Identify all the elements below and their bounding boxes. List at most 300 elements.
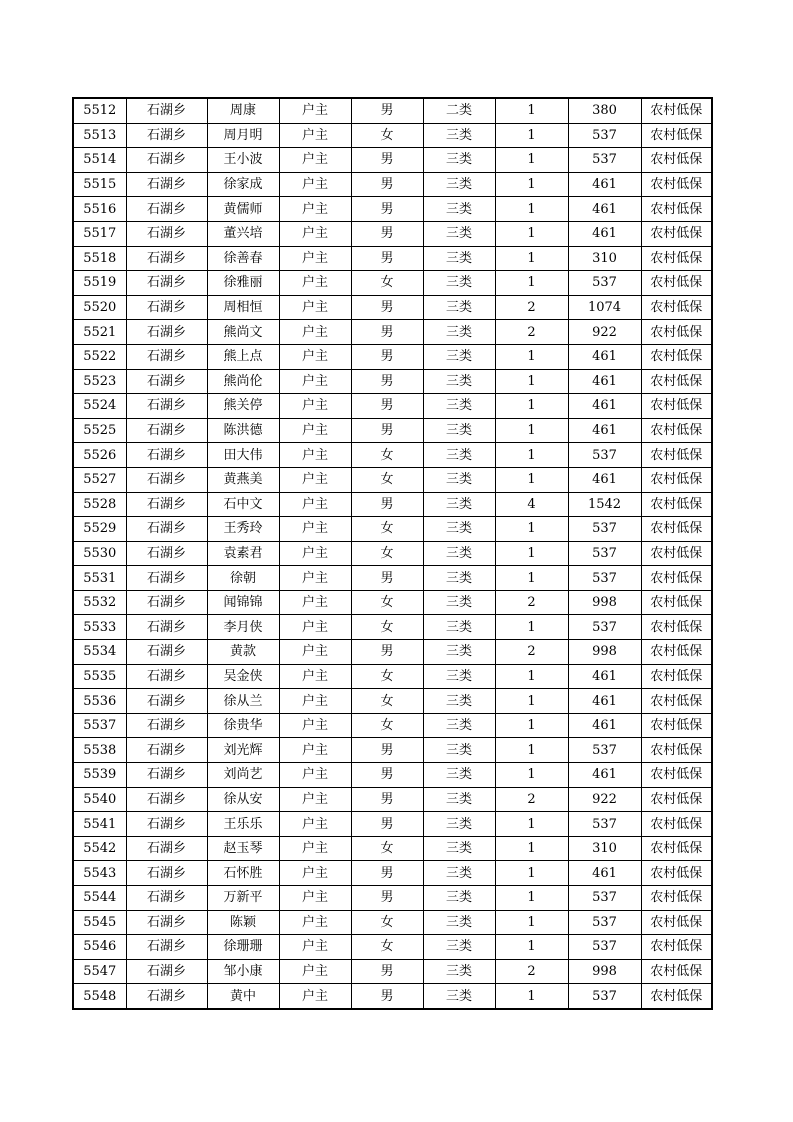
gender-cell: 男 [351,344,423,369]
gender-cell: 男 [351,738,423,763]
name-cell: 闻锦锦 [207,590,279,615]
category-cell: 三类 [423,517,495,542]
table-row [73,123,712,148]
gender-cell: 男 [351,763,423,788]
serial-number-cell: 5513 [73,123,126,148]
gender-cell: 男 [351,394,423,419]
township-cell: 石湖乡 [126,615,207,640]
township-cell: 石湖乡 [126,640,207,665]
household-size-cell: 1 [495,517,568,542]
amount-cell: 537 [568,148,641,173]
gender-cell: 男 [351,886,423,911]
household-size-cell: 2 [495,320,568,345]
serial-number-cell: 5543 [73,861,126,886]
amount-cell: 461 [568,172,641,197]
township-cell: 石湖乡 [126,738,207,763]
township-cell: 石湖乡 [126,517,207,542]
serial-number-cell: 5534 [73,640,126,665]
serial-number-cell: 5539 [73,763,126,788]
name-cell: 石中文 [207,492,279,517]
serial-number-cell: 5514 [73,148,126,173]
table-row [73,664,712,689]
table-row [73,910,712,935]
township-cell: 石湖乡 [126,123,207,148]
township-cell: 石湖乡 [126,787,207,812]
name-cell: 黄儒师 [207,197,279,222]
table-row [73,492,712,517]
amount-cell: 922 [568,787,641,812]
relation-cell: 户主 [279,566,351,591]
category-cell: 三类 [423,172,495,197]
gender-cell: 女 [351,467,423,492]
amount-cell: 537 [568,984,641,1009]
table-row [73,787,712,812]
serial-number-cell: 5538 [73,738,126,763]
amount-cell: 998 [568,640,641,665]
serial-number-cell: 5531 [73,566,126,591]
household-size-cell: 1 [495,763,568,788]
category-cell: 三类 [423,394,495,419]
serial-number-cell: 5515 [73,172,126,197]
gender-cell: 男 [351,566,423,591]
category-cell: 三类 [423,271,495,296]
program-cell: 农村低保 [641,197,712,222]
township-cell: 石湖乡 [126,394,207,419]
relation-cell: 户主 [279,713,351,738]
township-cell: 石湖乡 [126,541,207,566]
township-cell: 石湖乡 [126,886,207,911]
amount-cell: 537 [568,615,641,640]
household-size-cell: 1 [495,541,568,566]
gender-cell: 男 [351,221,423,246]
relation-cell: 户主 [279,172,351,197]
name-cell: 徐贵华 [207,713,279,738]
table-row [73,197,712,222]
relation-cell: 户主 [279,910,351,935]
table-row [73,959,712,984]
program-cell: 农村低保 [641,467,712,492]
amount-cell: 537 [568,517,641,542]
category-cell: 三类 [423,787,495,812]
serial-number-cell: 5528 [73,492,126,517]
township-cell: 石湖乡 [126,935,207,960]
category-cell: 三类 [423,615,495,640]
township-cell: 石湖乡 [126,467,207,492]
gender-cell: 男 [351,172,423,197]
category-cell: 三类 [423,197,495,222]
serial-number-cell: 5521 [73,320,126,345]
name-cell: 万新平 [207,886,279,911]
table-body [73,98,712,1009]
relation-cell: 户主 [279,492,351,517]
gender-cell: 男 [351,246,423,271]
relation-cell: 户主 [279,689,351,714]
amount-cell: 537 [568,738,641,763]
program-cell: 农村低保 [641,713,712,738]
gender-cell: 男 [351,640,423,665]
relation-cell: 户主 [279,197,351,222]
serial-number-cell: 5520 [73,295,126,320]
table-row [73,271,712,296]
amount-cell: 537 [568,935,641,960]
category-cell: 三类 [423,369,495,394]
name-cell: 熊上点 [207,344,279,369]
amount-cell: 537 [568,812,641,837]
program-cell: 农村低保 [641,984,712,1009]
program-cell: 农村低保 [641,935,712,960]
table-row [73,418,712,443]
category-cell: 三类 [423,664,495,689]
name-cell: 王乐乐 [207,812,279,837]
program-cell: 农村低保 [641,689,712,714]
household-size-cell: 1 [495,221,568,246]
household-size-cell: 1 [495,369,568,394]
household-size-cell: 1 [495,467,568,492]
name-cell: 吴金侠 [207,664,279,689]
relation-cell: 户主 [279,418,351,443]
category-cell: 三类 [423,443,495,468]
program-cell: 农村低保 [641,320,712,345]
household-size-cell: 2 [495,590,568,615]
gender-cell: 女 [351,664,423,689]
gender-cell: 男 [351,787,423,812]
relation-cell: 户主 [279,541,351,566]
program-cell: 农村低保 [641,148,712,173]
table-row [73,246,712,271]
program-cell: 农村低保 [641,246,712,271]
serial-number-cell: 5517 [73,221,126,246]
category-cell: 三类 [423,344,495,369]
household-size-cell: 1 [495,394,568,419]
gender-cell: 男 [351,812,423,837]
category-cell: 三类 [423,935,495,960]
category-cell: 三类 [423,713,495,738]
relation-cell: 户主 [279,615,351,640]
household-size-cell: 1 [495,738,568,763]
name-cell: 赵玉琴 [207,836,279,861]
township-cell: 石湖乡 [126,418,207,443]
gender-cell: 女 [351,541,423,566]
relation-cell: 户主 [279,664,351,689]
program-cell: 农村低保 [641,271,712,296]
gender-cell: 女 [351,443,423,468]
program-cell: 农村低保 [641,615,712,640]
household-size-cell: 1 [495,418,568,443]
program-cell: 农村低保 [641,590,712,615]
amount-cell: 537 [568,123,641,148]
name-cell: 徐雅丽 [207,271,279,296]
name-cell: 黄款 [207,640,279,665]
amount-cell: 461 [568,689,641,714]
relation-cell: 户主 [279,123,351,148]
program-cell: 农村低保 [641,517,712,542]
category-cell: 三类 [423,492,495,517]
amount-cell: 998 [568,959,641,984]
gender-cell: 男 [351,984,423,1009]
gender-cell: 女 [351,910,423,935]
relation-cell: 户主 [279,394,351,419]
township-cell: 石湖乡 [126,320,207,345]
table-row [73,763,712,788]
category-cell: 三类 [423,541,495,566]
gender-cell: 女 [351,590,423,615]
category-cell: 三类 [423,320,495,345]
relation-cell: 户主 [279,369,351,394]
name-cell: 王秀玲 [207,517,279,542]
program-cell: 农村低保 [641,664,712,689]
township-cell: 石湖乡 [126,836,207,861]
relation-cell: 户主 [279,861,351,886]
amount-cell: 537 [568,910,641,935]
name-cell: 徐朝 [207,566,279,591]
relation-cell: 户主 [279,787,351,812]
gender-cell: 男 [351,320,423,345]
category-cell: 三类 [423,886,495,911]
household-size-cell: 1 [495,836,568,861]
name-cell: 徐珊珊 [207,935,279,960]
category-cell: 三类 [423,418,495,443]
gender-cell: 男 [351,418,423,443]
category-cell: 三类 [423,590,495,615]
relation-cell: 户主 [279,812,351,837]
serial-number-cell: 5530 [73,541,126,566]
relation-cell: 户主 [279,763,351,788]
name-cell: 邹小康 [207,959,279,984]
category-cell: 三类 [423,836,495,861]
township-cell: 石湖乡 [126,861,207,886]
amount-cell: 922 [568,320,641,345]
table-row [73,615,712,640]
program-cell: 农村低保 [641,541,712,566]
program-cell: 农村低保 [641,812,712,837]
household-size-cell: 1 [495,566,568,591]
table-row [73,221,712,246]
household-size-cell: 1 [495,812,568,837]
township-cell: 石湖乡 [126,369,207,394]
table-row [73,640,712,665]
amount-cell: 310 [568,836,641,861]
serial-number-cell: 5537 [73,713,126,738]
household-size-cell: 1 [495,148,568,173]
gender-cell: 女 [351,517,423,542]
amount-cell: 461 [568,197,641,222]
name-cell: 熊尚伦 [207,369,279,394]
township-cell: 石湖乡 [126,492,207,517]
amount-cell: 1074 [568,295,641,320]
category-cell: 三类 [423,123,495,148]
category-cell: 三类 [423,984,495,1009]
township-cell: 石湖乡 [126,172,207,197]
name-cell: 熊尚文 [207,320,279,345]
township-cell: 石湖乡 [126,344,207,369]
township-cell: 石湖乡 [126,197,207,222]
category-cell: 二类 [423,98,495,123]
relation-cell: 户主 [279,344,351,369]
name-cell: 徐从安 [207,787,279,812]
table-row [73,443,712,468]
serial-number-cell: 5519 [73,271,126,296]
household-size-cell: 1 [495,689,568,714]
gender-cell: 女 [351,836,423,861]
program-cell: 农村低保 [641,910,712,935]
gender-cell: 男 [351,959,423,984]
program-cell: 农村低保 [641,221,712,246]
township-cell: 石湖乡 [126,763,207,788]
program-cell: 农村低保 [641,763,712,788]
amount-cell: 310 [568,246,641,271]
name-cell: 董兴培 [207,221,279,246]
table-row [73,886,712,911]
table-row [73,836,712,861]
category-cell: 三类 [423,566,495,591]
table-row [73,566,712,591]
township-cell: 石湖乡 [126,812,207,837]
township-cell: 石湖乡 [126,984,207,1009]
household-size-cell: 1 [495,344,568,369]
program-cell: 农村低保 [641,738,712,763]
table-row [73,98,712,123]
name-cell: 刘光辉 [207,738,279,763]
category-cell: 三类 [423,861,495,886]
household-size-cell: 1 [495,910,568,935]
serial-number-cell: 5540 [73,787,126,812]
amount-cell: 461 [568,664,641,689]
gender-cell: 男 [351,861,423,886]
serial-number-cell: 5529 [73,517,126,542]
amount-cell: 537 [568,886,641,911]
gender-cell: 女 [351,271,423,296]
household-size-cell: 1 [495,984,568,1009]
name-cell: 周相恒 [207,295,279,320]
name-cell: 陈颖 [207,910,279,935]
table-row [73,467,712,492]
name-cell: 袁素君 [207,541,279,566]
gender-cell: 女 [351,689,423,714]
gender-cell: 男 [351,492,423,517]
gender-cell: 男 [351,148,423,173]
gender-cell: 女 [351,935,423,960]
table-row [73,935,712,960]
table-row [73,295,712,320]
table-row [73,713,712,738]
township-cell: 石湖乡 [126,713,207,738]
program-cell: 农村低保 [641,123,712,148]
amount-cell: 461 [568,713,641,738]
relation-cell: 户主 [279,935,351,960]
relation-cell: 户主 [279,738,351,763]
township-cell: 石湖乡 [126,443,207,468]
table-row [73,738,712,763]
household-size-cell: 1 [495,886,568,911]
household-size-cell: 1 [495,197,568,222]
category-cell: 三类 [423,763,495,788]
category-cell: 三类 [423,910,495,935]
relation-cell: 户主 [279,246,351,271]
table-row [73,369,712,394]
amount-cell: 461 [568,221,641,246]
household-size-cell: 2 [495,787,568,812]
township-cell: 石湖乡 [126,148,207,173]
relation-cell: 户主 [279,467,351,492]
name-cell: 王小波 [207,148,279,173]
household-size-cell: 2 [495,959,568,984]
table-row [73,984,712,1009]
amount-cell: 537 [568,541,641,566]
name-cell: 周康 [207,98,279,123]
program-cell: 农村低保 [641,344,712,369]
table-row [73,812,712,837]
name-cell: 田大伟 [207,443,279,468]
table-row [73,590,712,615]
amount-cell: 380 [568,98,641,123]
household-size-cell: 1 [495,271,568,296]
township-cell: 石湖乡 [126,689,207,714]
gender-cell: 男 [351,295,423,320]
serial-number-cell: 5532 [73,590,126,615]
serial-number-cell: 5544 [73,886,126,911]
serial-number-cell: 5525 [73,418,126,443]
serial-number-cell: 5541 [73,812,126,837]
household-size-cell: 1 [495,443,568,468]
serial-number-cell: 5524 [73,394,126,419]
serial-number-cell: 5512 [73,98,126,123]
serial-number-cell: 5533 [73,615,126,640]
township-cell: 石湖乡 [126,98,207,123]
amount-cell: 461 [568,369,641,394]
category-cell: 三类 [423,738,495,763]
relation-cell: 户主 [279,221,351,246]
serial-number-cell: 5547 [73,959,126,984]
program-cell: 农村低保 [641,394,712,419]
household-size-cell: 1 [495,123,568,148]
program-cell: 农村低保 [641,640,712,665]
table-row [73,861,712,886]
table-row [73,320,712,345]
table-row [73,172,712,197]
program-cell: 农村低保 [641,886,712,911]
name-cell: 周月明 [207,123,279,148]
gender-cell: 女 [351,615,423,640]
township-cell: 石湖乡 [126,664,207,689]
household-size-cell: 2 [495,295,568,320]
name-cell: 石怀胜 [207,861,279,886]
relation-cell: 户主 [279,836,351,861]
gender-cell: 男 [351,197,423,222]
gender-cell: 女 [351,713,423,738]
amount-cell: 537 [568,443,641,468]
table-row [73,394,712,419]
household-size-cell: 1 [495,615,568,640]
program-cell: 农村低保 [641,295,712,320]
relation-cell: 户主 [279,640,351,665]
serial-number-cell: 5523 [73,369,126,394]
household-size-cell: 1 [495,713,568,738]
serial-number-cell: 5545 [73,910,126,935]
township-cell: 石湖乡 [126,246,207,271]
amount-cell: 461 [568,344,641,369]
household-size-cell: 1 [495,98,568,123]
category-cell: 三类 [423,148,495,173]
amount-cell: 461 [568,467,641,492]
table-row [73,541,712,566]
program-cell: 农村低保 [641,172,712,197]
household-size-cell: 1 [495,172,568,197]
relation-cell: 户主 [279,886,351,911]
serial-number-cell: 5518 [73,246,126,271]
program-cell: 农村低保 [641,369,712,394]
household-size-cell: 1 [495,861,568,886]
relation-cell: 户主 [279,443,351,468]
